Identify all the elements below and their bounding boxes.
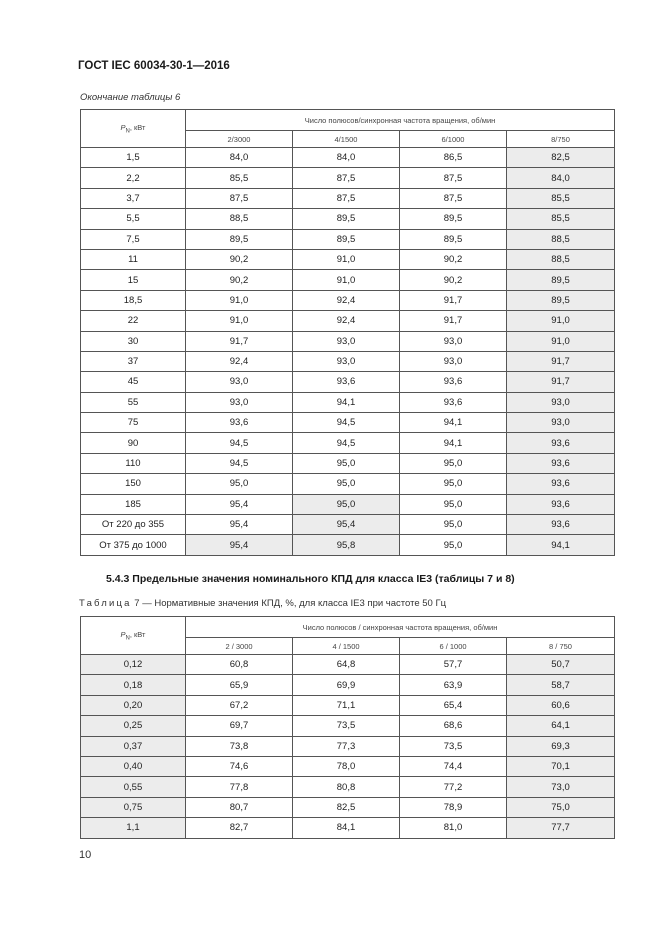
- efficiency-cell: 64,1: [507, 716, 615, 736]
- power-cell: 0,20: [81, 695, 186, 715]
- efficiency-cell: 77,8: [186, 777, 293, 797]
- power-column-header: $P_N$, кВт: [81, 110, 186, 148]
- section-title: 5.4.3 Предельные значения номинального КПД для класса IE3 (таблицы 7 и 8): [106, 573, 515, 585]
- efficiency-cell: 74,4: [400, 756, 507, 776]
- efficiency-cell: 94,5: [186, 433, 293, 453]
- efficiency-cell: 91,7: [507, 351, 615, 371]
- table-continuation-label: Окончание таблицы 6: [80, 92, 181, 103]
- table-row: [81, 777, 615, 797]
- efficiency-cell: 93,6: [400, 392, 507, 412]
- efficiency-cell: 73,8: [186, 736, 293, 756]
- power-cell: 1,5: [81, 148, 186, 168]
- power-cell: 185: [81, 494, 186, 514]
- power-cell: 0,12: [81, 655, 186, 675]
- efficiency-cell: 69,9: [293, 675, 400, 695]
- poles-group-header: Число полюсов / синхронная частота вращения, об/мин: [186, 617, 615, 638]
- efficiency-cell: 63,9: [400, 675, 507, 695]
- efficiency-cell: 85,5: [507, 188, 615, 208]
- column-header: 2 / 3000: [186, 638, 293, 655]
- efficiency-cell: 91,0: [507, 331, 615, 351]
- table-row: [81, 474, 615, 494]
- efficiency-cell: 91,7: [400, 290, 507, 310]
- power-cell: 90: [81, 433, 186, 453]
- table-row: [81, 675, 615, 695]
- efficiency-cell: 87,5: [293, 188, 400, 208]
- power-cell: 110: [81, 453, 186, 473]
- table-row: [81, 736, 615, 756]
- efficiency-cell: 90,2: [400, 270, 507, 290]
- efficiency-cell: 60,6: [507, 695, 615, 715]
- efficiency-cell: 91,0: [186, 290, 293, 310]
- efficiency-cell: 95,0: [293, 453, 400, 473]
- column-header: 4/1500: [293, 131, 400, 148]
- efficiency-cell: 89,5: [400, 209, 507, 229]
- efficiency-cell: 95,0: [293, 474, 400, 494]
- efficiency-cell: 85,5: [186, 168, 293, 188]
- power-cell: 75: [81, 413, 186, 433]
- efficiency-cell: 92,4: [293, 290, 400, 310]
- efficiency-cell: 84,0: [293, 148, 400, 168]
- power-cell: 30: [81, 331, 186, 351]
- power-cell: 37: [81, 351, 186, 371]
- table-row: [81, 148, 615, 168]
- efficiency-cell: 89,5: [507, 270, 615, 290]
- efficiency-cell: 73,0: [507, 777, 615, 797]
- table-row: [81, 249, 615, 269]
- poles-group-header: Число полюсов/синхронная частота вращения, об/мин: [186, 110, 615, 131]
- table-6: [80, 109, 615, 556]
- efficiency-cell: 80,7: [186, 797, 293, 817]
- power-cell: 0,75: [81, 797, 186, 817]
- efficiency-cell: 93,6: [507, 474, 615, 494]
- table-row: [81, 168, 615, 188]
- efficiency-cell: 92,4: [293, 311, 400, 331]
- power-cell: 22: [81, 311, 186, 331]
- efficiency-cell: 94,1: [507, 535, 615, 555]
- table-row: [81, 229, 615, 249]
- efficiency-cell: 94,5: [186, 453, 293, 473]
- efficiency-cell: 69,7: [186, 716, 293, 736]
- efficiency-cell: 93,0: [186, 392, 293, 412]
- power-cell: 15: [81, 270, 186, 290]
- power-cell: 5,5: [81, 209, 186, 229]
- efficiency-cell: 94,1: [293, 392, 400, 412]
- efficiency-cell: 65,9: [186, 675, 293, 695]
- efficiency-cell: 91,7: [400, 311, 507, 331]
- efficiency-cell: 91,0: [293, 249, 400, 269]
- efficiency-cell: 91,0: [293, 270, 400, 290]
- table-row: [81, 311, 615, 331]
- power-column-header: $P_N$, кВт: [81, 617, 186, 655]
- efficiency-cell: 95,0: [400, 494, 507, 514]
- table-row: [81, 209, 615, 229]
- power-cell: 2,2: [81, 168, 186, 188]
- efficiency-cell: 86,5: [400, 148, 507, 168]
- table-row: [81, 756, 615, 776]
- table-row: [81, 290, 615, 310]
- table-row: [81, 716, 615, 736]
- power-cell: 0,55: [81, 777, 186, 797]
- efficiency-cell: 50,7: [507, 655, 615, 675]
- efficiency-cell: 57,7: [400, 655, 507, 675]
- efficiency-cell: 95,0: [400, 453, 507, 473]
- efficiency-cell: 93,0: [186, 372, 293, 392]
- table-row: [81, 695, 615, 715]
- efficiency-cell: 89,5: [293, 229, 400, 249]
- efficiency-cell: 93,0: [293, 351, 400, 371]
- table-row: [81, 392, 615, 412]
- efficiency-cell: 78,0: [293, 756, 400, 776]
- efficiency-cell: 73,5: [293, 716, 400, 736]
- efficiency-cell: 91,0: [186, 311, 293, 331]
- efficiency-cell: 93,0: [507, 413, 615, 433]
- efficiency-cell: 82,5: [293, 797, 400, 817]
- efficiency-cell: 93,0: [507, 392, 615, 412]
- efficiency-cell: 89,5: [507, 290, 615, 310]
- efficiency-cell: 95,4: [186, 494, 293, 514]
- efficiency-cell: 92,4: [186, 351, 293, 371]
- efficiency-cell: 95,0: [293, 494, 400, 514]
- efficiency-cell: 88,5: [186, 209, 293, 229]
- power-cell: 0,25: [81, 716, 186, 736]
- power-cell: От 220 до 355: [81, 515, 186, 535]
- column-header: 8/750: [507, 131, 615, 148]
- table-row: [81, 372, 615, 392]
- power-cell: 55: [81, 392, 186, 412]
- efficiency-cell: 93,6: [293, 372, 400, 392]
- column-header: 6/1000: [400, 131, 507, 148]
- efficiency-cell: 84,1: [293, 818, 400, 838]
- efficiency-cell: 84,0: [507, 168, 615, 188]
- efficiency-cell: 73,5: [400, 736, 507, 756]
- power-cell: 1,1: [81, 818, 186, 838]
- efficiency-cell: 78,9: [400, 797, 507, 817]
- table-row: [81, 331, 615, 351]
- efficiency-cell: 69,3: [507, 736, 615, 756]
- efficiency-cell: 95,0: [400, 535, 507, 555]
- efficiency-cell: 90,2: [186, 249, 293, 269]
- efficiency-cell: 95,8: [293, 535, 400, 555]
- power-cell: 3,7: [81, 188, 186, 208]
- document-header: ГОСТ IEC 60034-30-1—2016: [78, 60, 230, 72]
- table-row: [81, 535, 615, 555]
- table-row: [81, 818, 615, 838]
- efficiency-cell: 93,0: [400, 351, 507, 371]
- efficiency-cell: 94,5: [293, 413, 400, 433]
- table-row: [81, 453, 615, 473]
- table-7-caption: Таблица 7 — Нормативные значения КПД, %, для класса IE3 при частоте 50 Гц: [79, 598, 447, 609]
- efficiency-cell: 95,4: [293, 515, 400, 535]
- table-row: [81, 413, 615, 433]
- power-cell: 150: [81, 474, 186, 494]
- efficiency-cell: 93,6: [507, 433, 615, 453]
- efficiency-cell: 94,1: [400, 433, 507, 453]
- table-row: [81, 655, 615, 675]
- efficiency-cell: 87,5: [186, 188, 293, 208]
- efficiency-cell: 89,5: [186, 229, 293, 249]
- efficiency-cell: 93,6: [507, 453, 615, 473]
- efficiency-cell: 88,5: [507, 229, 615, 249]
- power-cell: От 375 до 1000: [81, 535, 186, 555]
- efficiency-cell: 58,7: [507, 675, 615, 695]
- table-row: [81, 270, 615, 290]
- power-cell: 0,40: [81, 756, 186, 776]
- efficiency-cell: 90,2: [400, 249, 507, 269]
- power-cell: 11: [81, 249, 186, 269]
- efficiency-cell: 81,0: [400, 818, 507, 838]
- efficiency-cell: 95,0: [400, 474, 507, 494]
- efficiency-cell: 91,0: [507, 311, 615, 331]
- efficiency-cell: 71,1: [293, 695, 400, 715]
- efficiency-cell: 75,0: [507, 797, 615, 817]
- efficiency-cell: 67,2: [186, 695, 293, 715]
- efficiency-cell: 95,4: [186, 515, 293, 535]
- efficiency-cell: 82,7: [186, 818, 293, 838]
- efficiency-cell: 74,6: [186, 756, 293, 776]
- efficiency-cell: 89,5: [400, 229, 507, 249]
- efficiency-cell: 93,0: [293, 331, 400, 351]
- page-number: 10: [79, 849, 92, 861]
- efficiency-cell: 77,2: [400, 777, 507, 797]
- efficiency-cell: 68,6: [400, 716, 507, 736]
- column-header: 2/3000: [186, 131, 293, 148]
- table-row: [81, 433, 615, 453]
- efficiency-cell: 88,5: [507, 249, 615, 269]
- efficiency-cell: 70,1: [507, 756, 615, 776]
- efficiency-cell: 91,7: [507, 372, 615, 392]
- power-cell: 45: [81, 372, 186, 392]
- efficiency-cell: 77,7: [507, 818, 615, 838]
- efficiency-cell: 87,5: [293, 168, 400, 188]
- column-header: 6 / 1000: [400, 638, 507, 655]
- table-row: [81, 515, 615, 535]
- efficiency-cell: 93,0: [400, 331, 507, 351]
- efficiency-cell: 85,5: [507, 209, 615, 229]
- efficiency-cell: 64,8: [293, 655, 400, 675]
- efficiency-cell: 91,7: [186, 331, 293, 351]
- efficiency-cell: 95,4: [186, 535, 293, 555]
- efficiency-cell: 93,6: [400, 372, 507, 392]
- efficiency-cell: 87,5: [400, 188, 507, 208]
- efficiency-cell: 89,5: [293, 209, 400, 229]
- efficiency-cell: 90,2: [186, 270, 293, 290]
- efficiency-cell: 82,5: [507, 148, 615, 168]
- efficiency-cell: 95,0: [400, 515, 507, 535]
- efficiency-cell: 94,5: [293, 433, 400, 453]
- efficiency-cell: 77,3: [293, 736, 400, 756]
- efficiency-cell: 94,1: [400, 413, 507, 433]
- table-7: [80, 616, 615, 839]
- table-row: [81, 797, 615, 817]
- efficiency-cell: 84,0: [186, 148, 293, 168]
- efficiency-cell: 80,8: [293, 777, 400, 797]
- efficiency-cell: 60,8: [186, 655, 293, 675]
- efficiency-cell: 93,6: [507, 494, 615, 514]
- efficiency-cell: 65,4: [400, 695, 507, 715]
- efficiency-cell: 93,6: [186, 413, 293, 433]
- power-cell: 0,37: [81, 736, 186, 756]
- column-header: 4 / 1500: [293, 638, 400, 655]
- table-row: [81, 494, 615, 514]
- power-cell: 7,5: [81, 229, 186, 249]
- efficiency-cell: 87,5: [400, 168, 507, 188]
- table-row: [81, 351, 615, 371]
- power-cell: 0,18: [81, 675, 186, 695]
- table-row: [81, 188, 615, 208]
- efficiency-cell: 95,0: [186, 474, 293, 494]
- column-header: 8 / 750: [507, 638, 615, 655]
- efficiency-cell: 93,6: [507, 515, 615, 535]
- power-cell: 18,5: [81, 290, 186, 310]
